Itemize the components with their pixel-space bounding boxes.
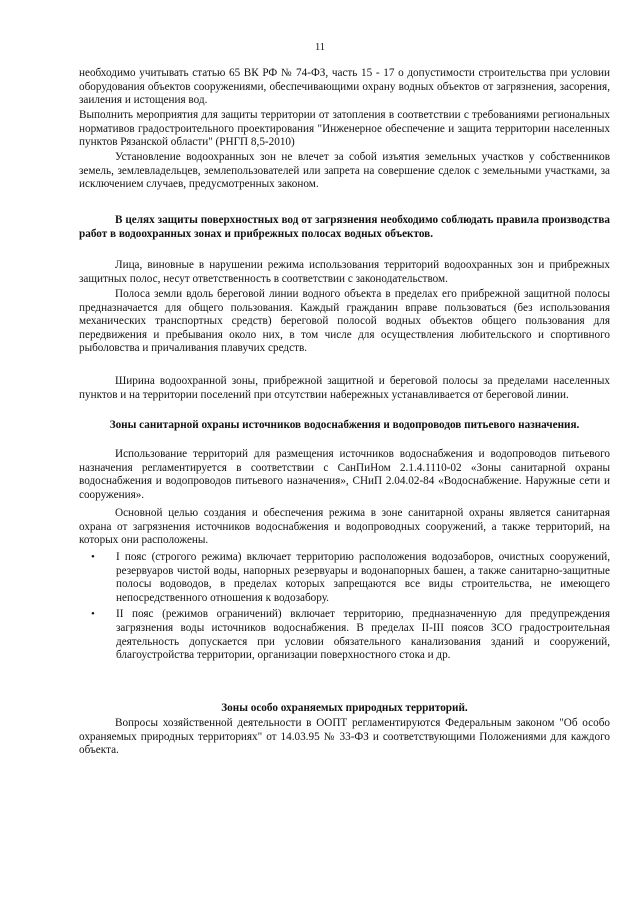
paragraph-sanpin-regulation: Использование территорий для размещения источников водоснабжения и водопроводов питьевого назначения регламентируется в соответствии с СанПиНом 2.1.4.1110-02 «Зоны санитарной охраны водоснабжения и водопроводов питьевого назначения», СНиП 2.04.02-84 «Водоснабжение. Наружные сети и сооружения». — [79, 448, 610, 501]
paragraph-shore-strip: Полоса земли вдоль береговой линии водного объекта в пределах его прибрежной защитной полосы предназначается для общего пользования. Каждый гражданин вправе пользоваться (без использования механических транспортных средств) береговой полосой водных объектов общего пользования для передвижения и пребывания около них, в том числе для осуществления любительского и спортивного рыболовства и причаливания плавучих средств. — [79, 288, 610, 355]
paragraph-liability: Лица, виновные в нарушении режима использования территорий водоохранных зон и прибрежных защитных полос, несут ответственность в соответствии с законодательством. — [79, 259, 610, 285]
paragraph-article-65: необходимо учитывать статью 65 ВК РФ № 74-ФЗ, часть 15 - 17 о допустимости строительства при условии оборудования объектов сооружениями, обеспечивающими охрану водных объектов от загрязнения, засорения, заиления и истощения вод. — [79, 67, 610, 107]
heading-surface-water-protection: В целях защиты поверхностных вод от загрязнения необходимо соблюдать правила производства работ в водоохранных зонах и прибрежных полосах водных объектов. — [79, 214, 610, 240]
list-item — [79, 551, 610, 605]
paragraph-flood-protection: Выполнить мероприятия для защиты территории от затопления в соответствии с требованиями региональных нормативов градостроительного проектирования "Инженерное обеспечение и защита территории населенных пунктов Рязанской области" (РНГП 8,5-2010) — [79, 109, 610, 149]
paragraph-water-protection-zones: Установление водоохранных зон не влечет за собой изъятия земельных участков у собственников земель, землевладельцев, землепользователей или запрета на совершение сделок с земельными участками, за исключением случаев, предусмотренных законом. — [79, 151, 610, 191]
heading-sanitary-protection-zones: Зоны санитарной охраны источников водоснабжения и водопроводов питьевого назначения. — [109, 419, 580, 431]
paragraph-zone-width: Ширина водоохранной зоны, прибрежной защитной и береговой полосы за пределами населенных пунктов и на территории поселений при отсутствии набережных устанавливается от береговой линии. — [79, 375, 610, 401]
paragraph-main-goal: Основной целью создания и обеспечения режима в зоне санитарной охраны является санитарная охрана от загрязнения источников водоснабжения и водопроводных сооружений, а также территорий, на которых они расположены. — [79, 507, 610, 547]
page-number: 11 — [314, 42, 326, 53]
bullet-icon: • — [91, 608, 95, 621]
paragraph-federal-law: Вопросы хозяйственной деятельности в ООПТ регламентируются Федеральным законом "Об особо охраняемых природных территориях" от 14.03.95 № 33-ФЗ и соответствующими Положениями для каждого объекта. — [79, 717, 610, 757]
bullet-icon: • — [91, 551, 95, 563]
heading-protected-natural-areas: Зоны особо охраняемых природных территорий. — [221, 702, 468, 714]
sanitary-belts-list — [79, 551, 610, 666]
list-item — [79, 608, 610, 662]
list-item-text: II пояс (режимов ограничений) включает территорию, предназначенную для предупреждения загрязнения воды источников водоснабжения. В пределах II-III поясов ЗСО градостроительная деятельность допускается при условии обязательного канализования зданий и сооружений, благоустройства территории, организации поверхностного стока и др. — [116, 608, 610, 662]
list-item-text: I пояс (строгого режима) включает территорию расположения водозаборов, очистных сооружений, резервуаров чистой воды, напорных резервуары и водонапорных башен, а также санитарно-защитные полосы водоводов, в пределах которых запрещаются все виды строительства, не имеющего непосредственного отношения к водозабору. — [116, 551, 610, 604]
